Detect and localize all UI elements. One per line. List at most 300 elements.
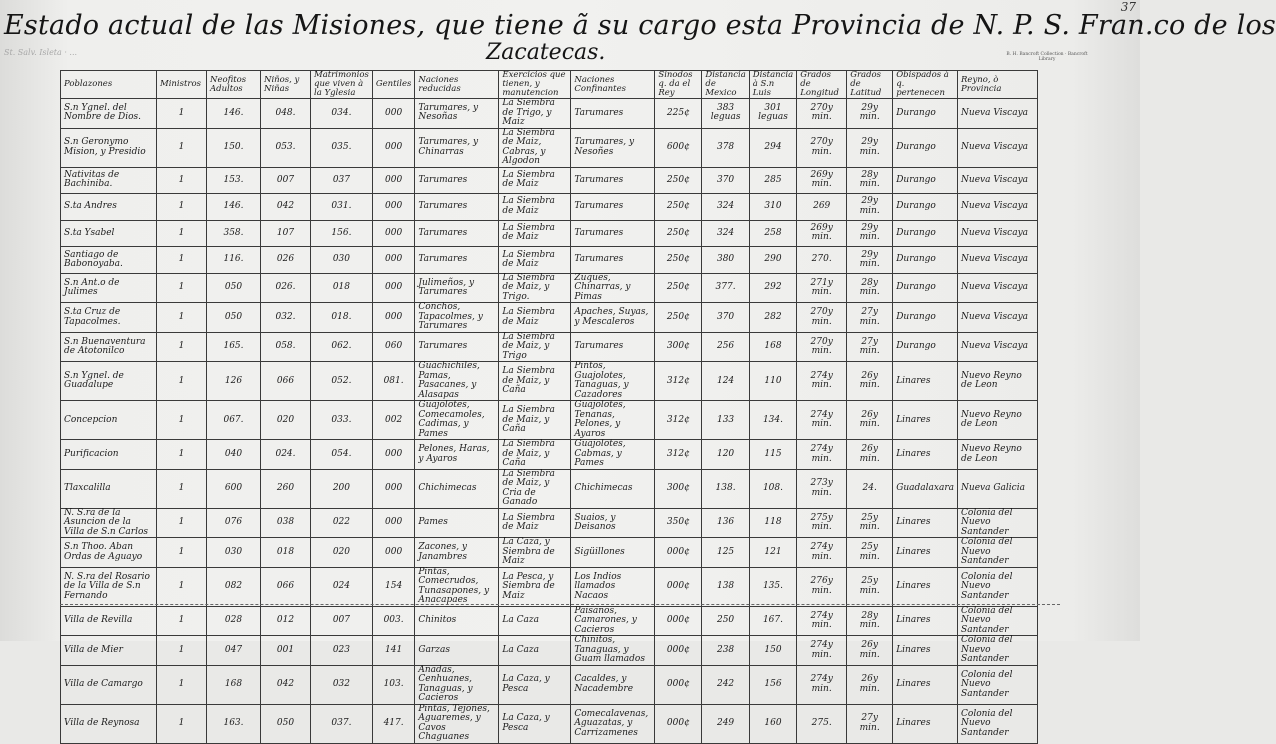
table-cell: 124 — [702, 362, 749, 401]
table-cell: Nuevo Reyno de Leon — [958, 401, 1038, 440]
table-cell: 134. — [749, 401, 796, 440]
table-cell: Durango — [893, 128, 958, 167]
table-cell: 274y min. — [797, 606, 847, 636]
mission-name-cell: S.ta Ysabel — [61, 220, 157, 247]
table-cell: 27y min. — [847, 332, 893, 362]
table-cell: Nueva Viscaya — [958, 303, 1038, 333]
mission-name-cell: Concepcion — [61, 401, 157, 440]
table-cell: La Siembra de Maiz, y Trigo. — [499, 273, 571, 303]
table-cell: 270y min. — [797, 332, 847, 362]
table-cell: Anadas, Cenhuanes, Tanaguas, y Cacieros — [415, 665, 499, 704]
table-cell: 018. — [311, 303, 373, 333]
mission-name-cell: S.ta Cruz de Tapacolmes. — [61, 303, 157, 333]
table-cell: La Caza — [499, 606, 571, 636]
table-cell: 600 — [207, 469, 261, 508]
table-cell: 600¢ — [655, 128, 702, 167]
table-cell: 26y min. — [847, 401, 893, 440]
table-cell: Durango — [893, 220, 958, 247]
column-header: Reyno, ò Provincia — [958, 71, 1038, 99]
table-cell: 047 — [207, 636, 261, 666]
table-cell: 238 — [702, 636, 749, 666]
table-cell: 138. — [702, 469, 749, 508]
table-cell: 110 — [749, 362, 796, 401]
table-cell: Colonia del Nuevo Santander — [958, 606, 1038, 636]
table-cell: 383 leguas — [702, 99, 749, 129]
table-cell: 270y min. — [797, 128, 847, 167]
table-cell: 290 — [749, 247, 796, 274]
table-cell: 1 — [157, 167, 207, 194]
table-cell: 052. — [311, 362, 373, 401]
column-header: Sinodos q. da el Rey — [655, 71, 702, 99]
table-cell: 270y min. — [797, 303, 847, 333]
table-cell: La Siembra de Maiz — [499, 303, 571, 333]
mission-name-cell: Villa de Mier — [61, 636, 157, 666]
table-cell: 136 — [702, 508, 749, 538]
table-cell: Chichimecas — [571, 469, 655, 508]
column-header: Obispados à q. pertenecen — [893, 71, 958, 99]
column-header: Ministros — [157, 71, 207, 99]
table-row — [61, 401, 1038, 440]
table-cell: La Caza, y Pesca — [499, 665, 571, 704]
table-cell: 292 — [749, 273, 796, 303]
table-cell: 040 — [207, 440, 261, 470]
table-cell: La Caza — [499, 636, 571, 666]
table-cell: Tarumares, y Nesoñes — [571, 128, 655, 167]
table-cell: 042 — [261, 665, 311, 704]
table-cell: 1 — [157, 99, 207, 129]
table-cell: La Caza, y Pesca — [499, 704, 571, 743]
table-cell: 067. — [207, 401, 261, 440]
table-cell: Nuevo Reyno de Leon — [958, 362, 1038, 401]
table-cell: 033. — [311, 401, 373, 440]
table-cell: 050 — [207, 273, 261, 303]
table-cell: 26y min. — [847, 665, 893, 704]
table-cell: Tarumares — [571, 167, 655, 194]
table-cell: 1 — [157, 220, 207, 247]
table-cell: 1 — [157, 538, 207, 568]
table-cell: Nueva Viscaya — [958, 332, 1038, 362]
table-cell: 138 — [702, 567, 749, 606]
table-cell: Pelones, Haras, y Ayaros — [415, 440, 499, 470]
table-cell: 294 — [749, 128, 796, 167]
table-cell: 007 — [261, 167, 311, 194]
table-cell: 200 — [311, 469, 373, 508]
table-cell: Nueva Viscaya — [958, 220, 1038, 247]
table-row — [61, 538, 1038, 568]
table-cell: Zuques, Chinarras, y Pimas — [571, 273, 655, 303]
table-cell: Conchos, Tapacolmes, y Tarumares — [415, 303, 499, 333]
table-cell: 29y min. — [847, 220, 893, 247]
table-cell: 150. — [207, 128, 261, 167]
table-cell: 026 — [261, 247, 311, 274]
table-cell: 020 — [261, 401, 311, 440]
table-cell: 103. — [372, 665, 415, 704]
table-cell: 1 — [157, 469, 207, 508]
table-cell: 29y min. — [847, 194, 893, 221]
table-cell: 1 — [157, 567, 207, 606]
table-cell: 037. — [311, 704, 373, 743]
table-cell: Pintas, Comecrudos, Tunasapones, y Anacapaes — [415, 567, 499, 606]
table-cell: 000 — [372, 167, 415, 194]
library-stamp: B. H. Bancroft Collection · Bancroft Library — [1006, 52, 1088, 62]
table-cell: 000¢ — [655, 665, 702, 704]
table-cell: Tarumares — [415, 167, 499, 194]
table-cell: 1 — [157, 704, 207, 743]
table-cell: 032. — [261, 303, 311, 333]
table-cell: La Siembra de Maiz, Cabras, y Algodon — [499, 128, 571, 167]
table-cell: 000¢ — [655, 704, 702, 743]
mission-name-cell: Villa de Camargo — [61, 665, 157, 704]
table-cell: 312¢ — [655, 401, 702, 440]
table-cell: 269y min. — [797, 167, 847, 194]
table-cell: 167. — [749, 606, 796, 636]
table-cell: Tarumares — [415, 247, 499, 274]
table-cell: La Siembra de Maiz — [499, 194, 571, 221]
table-cell: 081. — [372, 362, 415, 401]
mission-name-cell: Villa de Reynosa — [61, 704, 157, 743]
table-row — [61, 167, 1038, 194]
table-cell: Los Indios llamados Nacaos — [571, 567, 655, 606]
table-cell: Tarumares, y Nesoñas — [415, 99, 499, 129]
mission-name-cell: S.n Ygnel. de Guadalupe — [61, 362, 157, 401]
table-row — [61, 469, 1038, 508]
table-cell: 270. — [797, 247, 847, 274]
table-cell: 082 — [207, 567, 261, 606]
table-row — [61, 440, 1038, 470]
table-cell: 301 leguas — [749, 99, 796, 129]
table-cell: 1 — [157, 508, 207, 538]
column-header: Niños, y Niñas — [261, 71, 311, 99]
table-cell: 1 — [157, 401, 207, 440]
table-cell: Guadalaxara — [893, 469, 958, 508]
table-cell: Linares — [893, 538, 958, 568]
column-header: Matrimonios que viven à la Yglesia — [311, 71, 373, 99]
table-cell: 276y min. — [797, 567, 847, 606]
table-row — [61, 606, 1038, 636]
table-cell: 370 — [702, 303, 749, 333]
table-cell: 378 — [702, 128, 749, 167]
table-cell: La Siembra de Maiz, y Trigo — [499, 332, 571, 362]
table-cell: Durango — [893, 332, 958, 362]
table-cell: La Siembra de Maiz — [499, 247, 571, 274]
table-cell: La Siembra de Maiz — [499, 508, 571, 538]
table-cell: 108. — [749, 469, 796, 508]
table-cell: Chinitos — [415, 606, 499, 636]
table-cell: 269y min. — [797, 220, 847, 247]
table-cell: 274y min. — [797, 362, 847, 401]
mission-name-cell: S.n Ant.o de Julimes — [61, 273, 157, 303]
table-cell: 275. — [797, 704, 847, 743]
table-cell: Colonia del Nuevo Santander — [958, 567, 1038, 606]
table-cell: 1 — [157, 665, 207, 704]
table-cell: 250¢ — [655, 303, 702, 333]
table-cell: 034. — [311, 99, 373, 129]
table-cell: 156. — [311, 220, 373, 247]
table-cell: 135. — [749, 567, 796, 606]
table-cell: 024. — [261, 440, 311, 470]
table-cell: Tarumares — [571, 247, 655, 274]
table-cell: Julimeños, y Tarumares — [415, 273, 499, 303]
mission-name-cell: Santiago de Babonoyaba. — [61, 247, 157, 274]
table-row — [61, 332, 1038, 362]
table-cell: Durango — [893, 247, 958, 274]
table-cell: 163. — [207, 704, 261, 743]
table-cell: 026. — [261, 273, 311, 303]
table-cell: 053. — [261, 128, 311, 167]
table-cell: 125 — [702, 538, 749, 568]
table-cell: 126 — [207, 362, 261, 401]
table-cell: 054. — [311, 440, 373, 470]
table-cell: 1 — [157, 362, 207, 401]
table-cell: 000 — [372, 538, 415, 568]
table-cell: 000 — [372, 99, 415, 129]
table-cell: 037 — [311, 167, 373, 194]
table-cell: 29y min. — [847, 247, 893, 274]
table-cell: 1 — [157, 247, 207, 274]
table-cell: 358. — [207, 220, 261, 247]
table-cell: 274y min. — [797, 636, 847, 666]
table-cell: 1 — [157, 332, 207, 362]
table-cell: 25y min. — [847, 538, 893, 568]
table-cell: 118 — [749, 508, 796, 538]
table-cell: 28y min. — [847, 606, 893, 636]
table-cell: La Siembra de Maiz, y Cria de Ganado — [499, 469, 571, 508]
table-cell: Colonia del Nuevo Santander — [958, 508, 1038, 538]
column-header: Poblazones — [61, 71, 157, 99]
table-cell: 107 — [261, 220, 311, 247]
page-number: 37 — [1120, 0, 1136, 14]
table-cell: La Siembra de Maiz, y Caña — [499, 440, 571, 470]
table-cell: 28y min. — [847, 167, 893, 194]
table-row — [61, 704, 1038, 743]
table-cell: Durango — [893, 303, 958, 333]
table-header-row — [61, 71, 1038, 99]
table-cell: 380 — [702, 247, 749, 274]
table-cell: 020 — [311, 538, 373, 568]
table-cell: La Siembra de Maiz, y Caña — [499, 362, 571, 401]
table-cell: Suaios, y Deisanos — [571, 508, 655, 538]
table-cell: 242 — [702, 665, 749, 704]
table-cell: 000 — [372, 220, 415, 247]
table-cell: 274y min. — [797, 401, 847, 440]
table-cell: 050 — [207, 303, 261, 333]
table-row — [61, 247, 1038, 274]
table-row — [61, 665, 1038, 704]
table-cell: 066 — [261, 567, 311, 606]
table-cell: 141 — [372, 636, 415, 666]
table-cell: 250¢ — [655, 273, 702, 303]
table-cell: 300¢ — [655, 469, 702, 508]
table-row — [61, 273, 1038, 303]
column-header: Exercicios que tienen, y manutencion — [499, 71, 571, 99]
table-cell: 032 — [311, 665, 373, 704]
faint-margin-note: St. Salv. Isleta · ... — [4, 48, 78, 57]
table-cell: 312¢ — [655, 362, 702, 401]
table-cell: 030 — [311, 247, 373, 274]
table-row — [61, 99, 1038, 129]
table-cell: 116. — [207, 247, 261, 274]
table-cell: 150 — [749, 636, 796, 666]
table-cell: 274y min. — [797, 665, 847, 704]
table-cell: Tarumares — [571, 99, 655, 129]
table-cell: 1 — [157, 303, 207, 333]
table-cell: Cacaldes, y Nacadembre — [571, 665, 655, 704]
table-cell: 250¢ — [655, 247, 702, 274]
table-cell: 035. — [311, 128, 373, 167]
table-cell: Colonia del Nuevo Santander — [958, 665, 1038, 704]
table-cell: 000 — [372, 128, 415, 167]
table-cell: 120 — [702, 440, 749, 470]
table-cell: Durango — [893, 167, 958, 194]
table-cell: 282 — [749, 303, 796, 333]
table-cell: 1 — [157, 636, 207, 666]
table-cell: La Caza, y Siembra de Maiz — [499, 538, 571, 568]
table-cell: Pames — [415, 508, 499, 538]
table-cell: 146. — [207, 99, 261, 129]
table-cell: Colonia del Nuevo Santander — [958, 636, 1038, 666]
table-cell: 000 — [372, 469, 415, 508]
mission-name-cell: Nativitas de Bachiniba. — [61, 167, 157, 194]
column-header: Distancia de Mexico — [702, 71, 749, 99]
table-cell: 256 — [702, 332, 749, 362]
table-cell: Nueva Viscaya — [958, 167, 1038, 194]
table-cell: 001 — [261, 636, 311, 666]
table-cell: 300¢ — [655, 332, 702, 362]
table-cell: 274y min. — [797, 440, 847, 470]
table-cell: 258 — [749, 220, 796, 247]
table-cell: 050 — [261, 704, 311, 743]
table-cell: 000 — [372, 273, 415, 303]
table-cell: Linares — [893, 508, 958, 538]
table-cell: 003. — [372, 606, 415, 636]
table-cell: 031. — [311, 194, 373, 221]
table-cell: 1 — [157, 606, 207, 636]
mission-name-cell: S.n Buenaventura de Atotonilco — [61, 332, 157, 362]
table-cell: 1 — [157, 273, 207, 303]
table-cell: Guajolotes, Comecamoles, Cadimas, y Pames — [415, 401, 499, 440]
table-cell: 25y min. — [847, 567, 893, 606]
table-cell: 168 — [207, 665, 261, 704]
table-cell: Durango — [893, 194, 958, 221]
table-cell: Tarumares — [571, 194, 655, 221]
table-cell: 273y min. — [797, 469, 847, 508]
table-cell: Nueva Viscaya — [958, 194, 1038, 221]
table-cell: 028 — [207, 606, 261, 636]
table-cell: 060 — [372, 332, 415, 362]
table-cell: Nueva Viscaya — [958, 247, 1038, 274]
table-cell: 24. — [847, 469, 893, 508]
table-cell: Nueva Galicia — [958, 469, 1038, 508]
table-cell: 350¢ — [655, 508, 702, 538]
table-cell: 160 — [749, 704, 796, 743]
table-cell: 000¢ — [655, 538, 702, 568]
table-cell: Nuevo Reyno de Leon — [958, 440, 1038, 470]
column-header: Naciones Confinantes — [571, 71, 655, 99]
table-cell: 270y min. — [797, 99, 847, 129]
table-cell: 271y min. — [797, 273, 847, 303]
table-cell: Sigüillones — [571, 538, 655, 568]
table-cell: 310 — [749, 194, 796, 221]
table-cell: 250¢ — [655, 194, 702, 221]
table-cell: Garzas — [415, 636, 499, 666]
table-cell: Tarumares — [415, 194, 499, 221]
table-row — [61, 362, 1038, 401]
table-cell: 165. — [207, 332, 261, 362]
table-cell: Colonia del Nuevo Santander — [958, 704, 1038, 743]
table-cell: 000 — [372, 303, 415, 333]
table-cell: Linares — [893, 567, 958, 606]
table-cell: 25y min. — [847, 508, 893, 538]
table-cell: Pintas, Tejones, Aguaremes, y Cavos Chaguanes — [415, 704, 499, 743]
table-cell: 062. — [311, 332, 373, 362]
table-cell: Tarumares — [415, 332, 499, 362]
table-cell: 076 — [207, 508, 261, 538]
table-cell: 250 — [702, 606, 749, 636]
table-cell: Linares — [893, 440, 958, 470]
table-cell: Guachichiles, Pamas, Pasacanes, y Alasapas — [415, 362, 499, 401]
table-cell: 000 — [372, 508, 415, 538]
table-row — [61, 636, 1038, 666]
table-cell: La Pesca, y Siembra de Maiz — [499, 567, 571, 606]
table-cell: 000¢ — [655, 606, 702, 636]
table-cell: 168 — [749, 332, 796, 362]
table-cell: 000 — [372, 194, 415, 221]
table-cell: La Siembra de Maiz — [499, 220, 571, 247]
table-cell: Chinitos, Tanaguas, y Guam llamados — [571, 636, 655, 666]
missions-table — [60, 70, 1038, 744]
table-cell: 377. — [702, 273, 749, 303]
mission-name-cell: Villa de Revilla — [61, 606, 157, 636]
table-cell: 007 — [311, 606, 373, 636]
table-cell: Paisanos, Camarones, y Cacieros — [571, 606, 655, 636]
table-cell: Apaches, Suyas, y Mescaleros — [571, 303, 655, 333]
table-cell: 1 — [157, 440, 207, 470]
column-header: Naciones reducidas — [415, 71, 499, 99]
table-cell: Durango — [893, 99, 958, 129]
table-cell: Guajolotes, Cabmas, y Pames — [571, 440, 655, 470]
table-cell: Guajolotes, Tenanas, Pelones, y Ayaros — [571, 401, 655, 440]
table-cell: 269 — [797, 194, 847, 221]
table-cell: 285 — [749, 167, 796, 194]
column-header: Distancia à S.n Luis — [749, 71, 796, 99]
table-row — [61, 508, 1038, 538]
column-header: Grados de Latitud — [847, 71, 893, 99]
bottom-rule — [60, 604, 1060, 605]
document-title-continuation: Zacatecas. — [486, 40, 606, 65]
table-cell: 312¢ — [655, 440, 702, 470]
table-cell: 370 — [702, 167, 749, 194]
table-cell: 250¢ — [655, 220, 702, 247]
table-cell: La Siembra de Maiz, y Caña — [499, 401, 571, 440]
table-cell: 324 — [702, 220, 749, 247]
table-cell: 012 — [261, 606, 311, 636]
table-cell: 29y min. — [847, 128, 893, 167]
table-cell: 023 — [311, 636, 373, 666]
table-cell: 018 — [311, 273, 373, 303]
table-cell: 26y min. — [847, 362, 893, 401]
table-cell: 260 — [261, 469, 311, 508]
table-cell: La Siembra de Maiz — [499, 167, 571, 194]
table-cell: 115 — [749, 440, 796, 470]
table-cell: 275y min. — [797, 508, 847, 538]
table-cell: 024 — [311, 567, 373, 606]
table-cell: Durango — [893, 273, 958, 303]
table-cell: Nueva Viscaya — [958, 128, 1038, 167]
table-cell: 27y min. — [847, 303, 893, 333]
mission-name-cell: S.n Ygnel. del Nombre de Dios. — [61, 99, 157, 129]
table-cell: 417. — [372, 704, 415, 743]
mission-name-cell: S.ta Andres — [61, 194, 157, 221]
